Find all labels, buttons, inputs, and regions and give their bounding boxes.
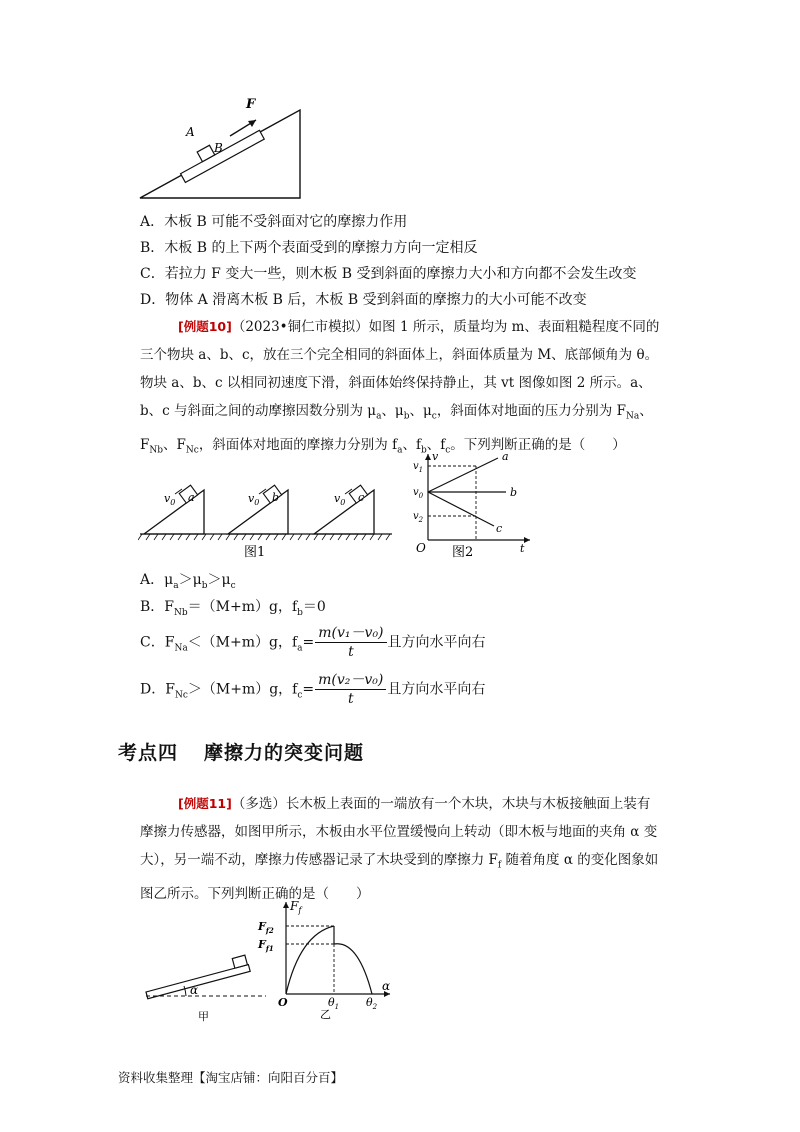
- ground-hatch: [138, 534, 390, 540]
- v0-label-b: $v_0$: [248, 492, 260, 507]
- line-c-label: c: [496, 522, 503, 535]
- v0-label-a: $v_0$: [164, 492, 176, 507]
- axis-v-label: v: [432, 450, 439, 463]
- curve-kinetic: [334, 944, 372, 994]
- fraction-d: $\frac{\text{m(v₂－v₀)}}{t}$: [315, 671, 386, 708]
- block-a-label: a: [188, 491, 195, 504]
- option-d: D．物体 A 滑离木板 B 后，木板 B 受到斜面的摩擦力的大小可能不改变: [140, 292, 587, 308]
- v0-label: $v_0$: [413, 487, 424, 500]
- line-a: [428, 458, 498, 492]
- ff2-label: $F_{f2}$: [258, 920, 274, 935]
- axis-ff-label: $F_f$: [290, 899, 302, 915]
- ex10-option-c: C．$F_{Na}<(M+m)g$，$f_a=$ $\frac{\text{m(v₁－v₀)}}{t}$ 且方向水平向右: [140, 625, 486, 660]
- v1-label: $v_1$: [413, 461, 424, 474]
- ex10-option-a: A．$\mu_a>\mu_b>\mu_c$: [140, 572, 236, 591]
- figure-1-caption: 图1: [244, 545, 266, 560]
- ff1-label: $F_{f1}$: [258, 938, 274, 953]
- example-11-tag: [例题11]: [178, 796, 232, 811]
- section-number: 考点四: [118, 742, 179, 764]
- figure-1-three-inclines: [138, 472, 394, 562]
- block-c-label: c: [358, 491, 365, 504]
- figure-2-caption: 图2: [452, 545, 474, 560]
- alpha-label: α: [190, 983, 199, 997]
- example-10-tag: [例题10]: [178, 319, 232, 334]
- curve-static: [286, 926, 334, 994]
- fraction-c: $\frac{\text{m(v₁－v₀)}}{t}$: [315, 624, 386, 661]
- axis-alpha-label: α: [382, 979, 391, 993]
- theta1-label: $\theta_1$: [328, 996, 340, 1011]
- axis-t-label: t: [520, 542, 525, 555]
- figure-yi-friction-graph: [250, 896, 400, 1020]
- label-f: F: [246, 97, 256, 112]
- v2-label: $v_2$: [413, 511, 424, 524]
- figure-jia-caption: 甲: [198, 1010, 209, 1023]
- incline-figure-top: [130, 92, 310, 204]
- ex10-option-b: B．$F_{Nb}=(M+m)g$，$f_b=0$: [140, 599, 326, 618]
- v0-label-c: $v_0$: [334, 492, 346, 507]
- figure-2-vt-graph: [410, 446, 538, 562]
- figure-yi-caption: 乙: [320, 1008, 331, 1020]
- section-title: 摩擦力的突变问题: [204, 742, 365, 764]
- example-11-question: [例题11]（多选）长木板上表面的一端放有一个木块，木块与木板接触面上装有摩擦力传感器，如图甲所示，木板由水平位置缓慢向上转动（即木板与地面的夹角 α 变大），另一端不动，摩擦力传感器记录了木块受到的摩擦力 $F_f$ 随着角度 α 的变化图象如图乙所示。下列判断正确的是（ ）: [140, 796, 659, 902]
- section-heading: [118, 738, 390, 765]
- line-a-label: a: [502, 450, 509, 463]
- footer-source: 资料收集整理【淘宝店铺：向阳百分百】: [118, 1070, 344, 1085]
- line-c: [428, 492, 494, 526]
- origin-label: O: [416, 541, 426, 555]
- example-10-question: [例题10]（2023•铜仁市模拟）如图 1 所示，质量均为 m、表面粗糙程度不同的三个物块 a、b、c，放在三个完全相同的斜面体上，斜面体质量为 M、底部倾角为 θ。物块 a、b、c 以相同初速度下滑，斜面体始终保持静止，其 vt 图像如图 2 所示。a、b、c 与斜面之间的动摩擦因数分别为 $\mu_a$、$\mu_b$、$\mu_c$，斜面体对地面的压力分别为 $F_{Na}$、$F_{Nb}$、$F_{Nc}$，斜面体对地面的摩擦力分别为 $f_a$、$f_b$、$f_c$。下列判断正确的是（ ）: [140, 319, 660, 456]
- option-b: B．木板 B 的上下两个表面受到的摩擦力方向一定相反: [140, 240, 478, 256]
- option-a: A．木板 B 可能不受斜面对它的摩擦力作用: [140, 214, 408, 230]
- line-b-label: b: [510, 486, 518, 499]
- ex10-option-d: D．$F_{Nc}>(M+m)g$，$f_c=$ $\frac{\text{m(v₂－v₀)}}{t}$ 且方向水平向右: [140, 672, 486, 707]
- label-b: B: [214, 141, 223, 155]
- theta2-label: $\theta_2$: [366, 996, 378, 1011]
- origin-label-yi: O: [278, 996, 288, 1009]
- option-c: C．若拉力 F 变大一些，则木板 B 受到斜面的摩擦力大小和方向都不会发生改变: [140, 266, 637, 282]
- label-a: A: [186, 125, 195, 139]
- block-b-label: b: [272, 491, 280, 504]
